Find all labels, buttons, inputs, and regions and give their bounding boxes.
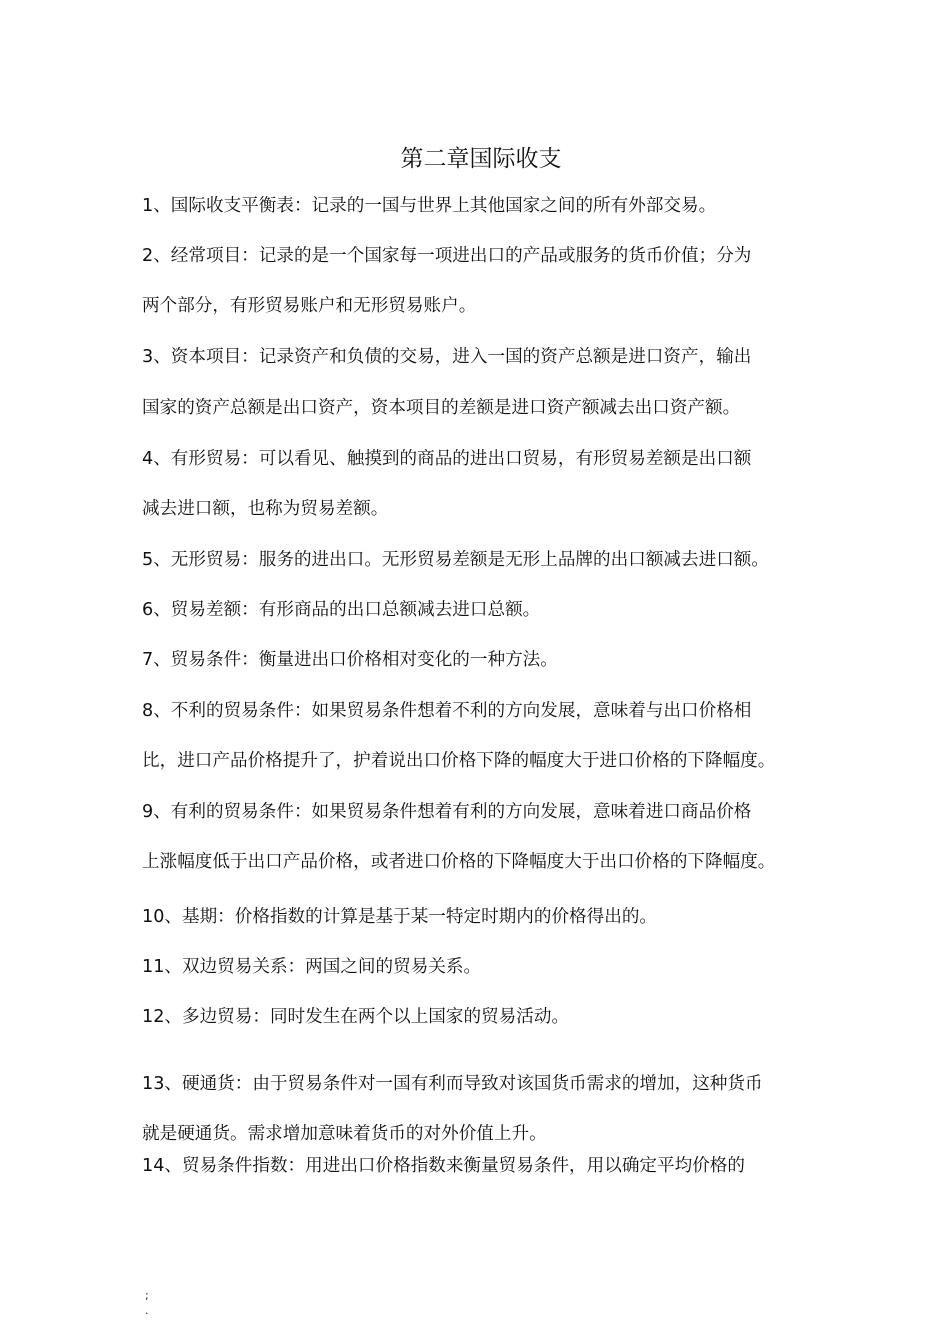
text-line: 国家的资产总额是出口资产，资本项目的差额是进口资产额减去出口资产额。: [142, 398, 741, 418]
text-line: 就是硬通货。需求增加意味着货币的对外价值上升。: [142, 1124, 547, 1144]
page-title: 第二章国际收支: [400, 146, 562, 172]
footer-mark: ;: [145, 1289, 149, 1302]
text-line: 7、贸易条件：衡量进出口价格相对变化的一种方法。: [142, 650, 558, 670]
text-line: 11、双边贸易关系：两国之间的贸易关系。: [142, 957, 482, 977]
text-line: 9、有利的贸易条件：如果贸易条件想着有利的方向发展，意味着进口商品价格: [142, 802, 752, 822]
text-line: 13、硬通货：由于贸易条件对一国有利而导致对该国货币需求的增加，这种货币: [142, 1074, 763, 1094]
text-line: 8、不利的贸易条件：如果贸易条件想着不利的方向发展，意味着与出口价格相: [142, 701, 752, 721]
text-line: 5、无形贸易：服务的进出口。无形贸易差额是无形上品牌的出口额减去进口额。: [142, 550, 769, 570]
text-line: 12、多边贸易：同时发生在两个以上国家的贸易活动。: [142, 1007, 570, 1027]
text-line: 6、贸易差额：有形商品的出口总额减去进口总额。: [142, 600, 541, 620]
text-line: 减去进口额，也称为贸易差额。: [142, 499, 389, 519]
text-line: 上涨幅度低于出口产品价格，或者进口价格的下降幅度大于出口价格的下降幅度。: [142, 852, 776, 872]
text-line: 4、有形贸易：可以看见、触摸到的商品的进出口贸易，有形贸易差额是出口额: [142, 449, 752, 469]
footer-mark: .: [145, 1304, 149, 1317]
text-line: 两个部分，有形贸易账户和无形贸易账户。: [142, 296, 477, 316]
text-line: 10、基期：价格指数的计算是基于某一特定时期内的价格得出的。: [142, 907, 658, 927]
text-line: 1、国际收支平衡表：记录的一国与世界上其他国家之间的所有外部交易。: [142, 196, 717, 216]
text-line: 14、贸易条件指数：用进出口价格指数来衡量贸易条件，用以确定平均价格的: [142, 1156, 745, 1176]
text-line: 2、经常项目：记录的是一个国家每一项进出口的产品或服务的货币价值；分为: [142, 246, 752, 266]
text-line: 3、资本项目：记录资产和负债的交易，进入一国的资产总额是进口资产，输出: [142, 347, 752, 367]
text-line: 比，进口产品价格提升了，护着说出口价格下降的幅度大于进口价格的下降幅度。: [142, 751, 776, 771]
